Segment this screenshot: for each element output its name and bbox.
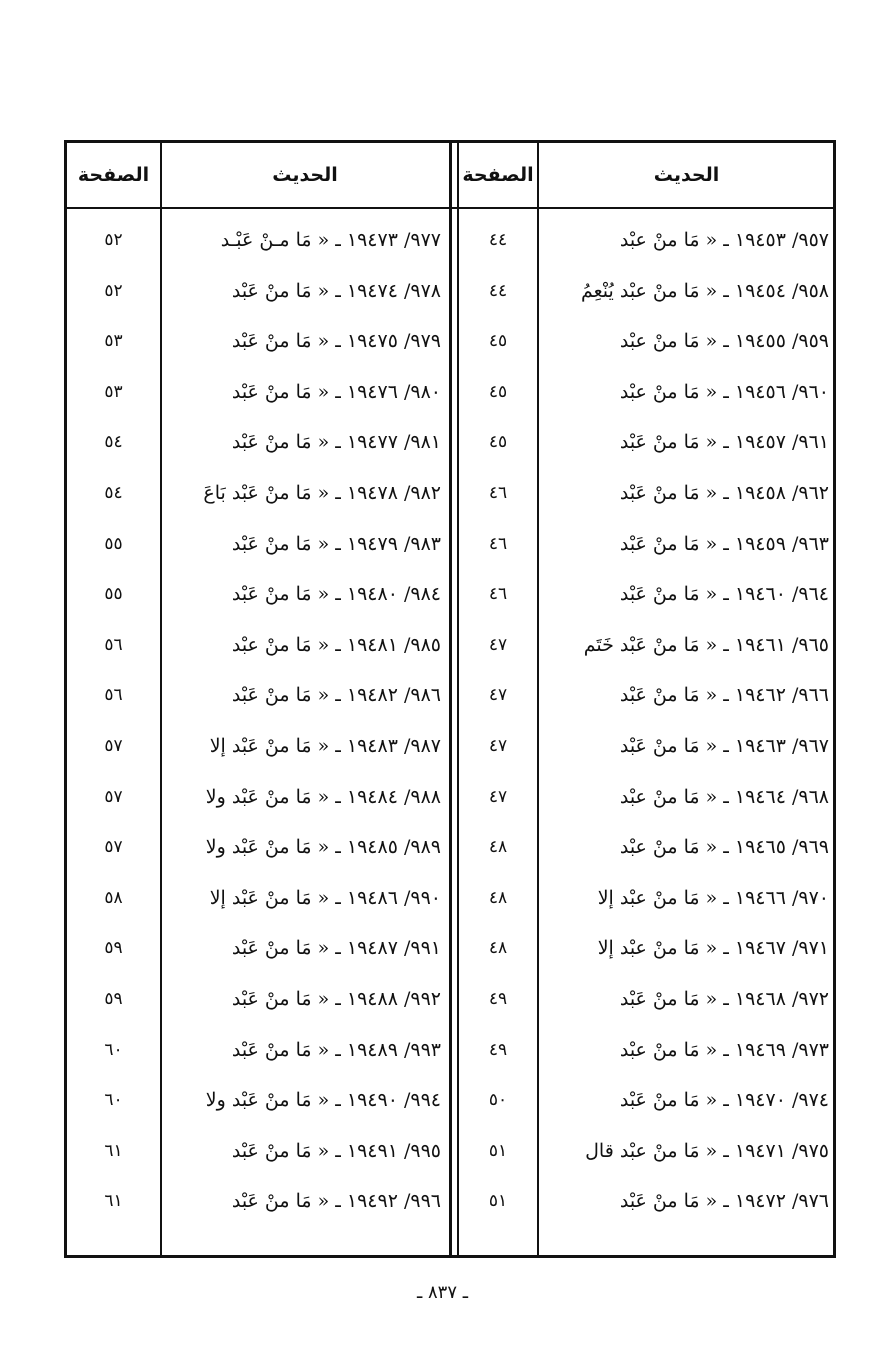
hadith-entry: ٩٦٥/ ١٩٤٦١ ـ « مَا منْ عَبْد خَتَم <box>583 633 829 656</box>
hadith-entry: ٩٨٥/ ١٩٤٨١ ـ « مَا منْ عبْد <box>231 633 441 656</box>
page-ref: ٤٦ <box>488 482 508 503</box>
page-ref: ٥٤ <box>104 482 123 503</box>
page-ref: ٥٥ <box>104 584 123 605</box>
page-ref: ٤٦ <box>488 584 508 605</box>
header-rule <box>67 207 833 209</box>
hadith-entry: ٩٧١/ ١٩٤٦٧ ـ « مَا منْ عبْد إلا <box>597 937 829 960</box>
page-ref: ٦١ <box>104 1191 123 1212</box>
page-ref: ٤٤ <box>488 280 508 301</box>
page-ref: ٥٥ <box>104 533 123 554</box>
right-hadith-header: الحديث <box>653 164 720 186</box>
hadith-entry: ٩٧٢/ ١٩٤٦٨ ـ « مَا منْ عَبْد <box>619 987 829 1010</box>
page-ref: ٦٠ <box>104 1090 123 1111</box>
page-ref: ٥٣ <box>104 381 123 402</box>
hadith-entry: ٩٦٦/ ١٩٤٦٢ ـ « مَا منْ عَبْد <box>619 684 829 707</box>
page-ref: ٥١ <box>488 1140 508 1161</box>
hadith-entry: ٩٧٧/ ١٩٤٧٣ ـ « مَا مـنْ عَبْـد <box>220 229 441 251</box>
hadith-entry: ٩٨٠/ ١٩٤٧٦ ـ « مَا منْ عَبْد <box>231 380 441 403</box>
left-hadith-column <box>163 215 441 1227</box>
hadith-entry: ٩٨١/ ١٩٤٧٧ ـ « مَا منْ عَبْد <box>231 431 441 454</box>
left-page-column <box>67 215 160 1227</box>
hadith-entry: ٩٦٢/ ١٩٤٥٨ ـ « مَا منْ عَبْد <box>619 481 829 504</box>
hadith-entry: ٩٨٨/ ١٩٤٨٤ ـ « مَا منْ عَبْد ولا <box>205 785 441 808</box>
page-ref: ٥٤ <box>104 432 123 453</box>
hadith-entry: ٩٩٥/ ١٩٤٩١ ـ « مَا منْ عَبْد <box>231 1139 441 1162</box>
right-hadith-column <box>539 215 829 1227</box>
hadith-entry: ٩٩٣/ ١٩٤٨٩ ـ « مَا منْ عَبْد <box>231 1038 441 1061</box>
right-page-column <box>459 215 537 1227</box>
hadith-entry: ٩٦٤/ ١٩٤٦٠ ـ « مَا منْ عَبْد <box>619 583 829 606</box>
index-table-frame <box>64 140 836 1258</box>
page-ref: ٤٨ <box>488 887 508 908</box>
hadith-entry: ٩٧٣/ ١٩٤٦٩ ـ « مَا منْ عبْد <box>619 1038 829 1061</box>
page-ref: ٥٧ <box>104 735 123 756</box>
left-hadith-header: الحديث <box>272 164 338 186</box>
page-ref: ٤٥ <box>488 432 508 453</box>
right-page-header: الصفحة <box>462 164 534 186</box>
page-ref: ٥٩ <box>104 988 123 1009</box>
page-ref: ٥٠ <box>488 1090 508 1111</box>
hadith-entry: ٩٧٤/ ١٩٤٧٠ ـ « مَا منْ عَبْد <box>619 1089 829 1112</box>
hadith-entry: ٩٨٣/ ١٩٤٧٩ ـ « مَا منْ عَبْد <box>231 532 441 555</box>
page-ref: ٤٥ <box>488 381 508 402</box>
hadith-entry: ٩٦٠/ ١٩٤٥٦ ـ « مَا منْ عبْد <box>619 380 829 403</box>
hadith-entry: ٩٩٤/ ١٩٤٩٠ ـ « مَا منْ عَبْد ولا <box>205 1089 441 1112</box>
hadith-entry: ٩٦٨/ ١٩٤٦٤ ـ « مَا منْ عبْد <box>619 785 829 808</box>
page-ref: ٥٨ <box>104 887 123 908</box>
page-ref: ٥٢ <box>104 230 123 250</box>
hadith-entry: ٩٥٩/ ١٩٤٥٥ ـ « مَا منْ عبْد <box>619 330 829 353</box>
hadith-entry: ٩٥٨/ ١٩٤٥٤ ـ « مَا منْ عبْد يُنْعِمُ <box>580 279 829 302</box>
hadith-entry: ٩٧٠/ ١٩٤٦٦ ـ « مَا منْ عبْد إلا <box>597 886 829 909</box>
hadith-entry: ٩٩١/ ١٩٤٨٧ ـ « مَا منْ عَبْد <box>231 937 441 960</box>
page-ref: ٥٦ <box>104 634 123 655</box>
page-ref: ٥٩ <box>104 938 123 959</box>
page-ref: ٤٨ <box>488 837 508 858</box>
left-page-header: الصفحة <box>77 164 150 186</box>
page-ref: ٥٢ <box>104 280 123 301</box>
page-ref: ٤٥ <box>488 331 508 352</box>
hadith-entry: ٩٨٧/ ١٩٤٨٣ ـ « مَا منْ عَبْد إلا <box>209 734 441 757</box>
page-ref: ٤٩ <box>488 1039 508 1060</box>
page-ref: ٤٧ <box>488 735 508 756</box>
hadith-entry: ٩٩٦/ ١٩٤٩٢ ـ « مَا منْ عَبْد <box>231 1190 441 1213</box>
page-ref: ٥١ <box>488 1191 508 1212</box>
hadith-entry: ٩٧٨/ ١٩٤٧٤ ـ « مَا منْ عَبْد <box>231 279 441 302</box>
page-ref: ٤٩ <box>488 988 508 1009</box>
hadith-entry: ٩٧٩/ ١٩٤٧٥ ـ « مَا منْ عَبْد <box>231 330 441 353</box>
table-divider <box>449 143 452 1255</box>
hadith-entry: ٩٧٦/ ١٩٤٧٢ ـ « مَا منْ عَبْد <box>619 1190 829 1213</box>
page-ref: ٦٠ <box>104 1039 123 1060</box>
page-ref: ٤٧ <box>488 685 508 706</box>
hadith-entry: ٩٥٧/ ١٩٤٥٣ ـ « مَا منْ عبْد <box>619 229 829 251</box>
hadith-entry: ٩٦٧/ ١٩٤٦٣ ـ « مَا منْ عَبْد <box>619 734 829 757</box>
hadith-entry: ٩٦١/ ١٩٤٥٧ ـ « مَا منْ عَبْد <box>619 431 829 454</box>
page-ref: ٤٤ <box>488 230 508 250</box>
hadith-entry: ٩٨٦/ ١٩٤٨٢ ـ « مَا منْ عَبْد <box>231 684 441 707</box>
hadith-entry: ٩٩٢/ ١٩٤٨٨ ـ « مَا منْ عَبْد <box>231 987 441 1010</box>
page-number: ـ ٨٣٧ ـ <box>416 1282 468 1303</box>
page-ref: ٥٣ <box>104 331 123 352</box>
page-ref: ٥٦ <box>104 685 123 706</box>
hadith-entry: ٩٨٩/ ١٩٤٨٥ ـ « مَا منْ عَبْد ولا <box>205 836 441 859</box>
hadith-entry: ٩٧٥/ ١٩٤٧١ ـ « مَا منْ عبْد قال <box>585 1139 829 1162</box>
page-ref: ٥٧ <box>104 786 123 807</box>
hadith-entry: ٩٨٢/ ١٩٤٧٨ ـ « مَا منْ عَبْد بَاعَ <box>203 481 441 504</box>
page-ref: ٦١ <box>104 1140 123 1161</box>
page-ref: ٤٧ <box>488 786 508 807</box>
column-divider <box>160 143 162 1255</box>
page-ref: ٤٨ <box>488 938 508 959</box>
hadith-entry: ٩٦٩/ ١٩٤٦٥ ـ « مَا منْ عبْد <box>619 836 829 859</box>
page-ref: ٤٧ <box>488 634 508 655</box>
hadith-entry: ٩٦٣/ ١٩٤٥٩ ـ « مَا منْ عَبْد <box>619 532 829 555</box>
page-ref: ٥٧ <box>104 837 123 858</box>
page-ref: ٤٦ <box>488 533 508 554</box>
hadith-entry: ٩٨٤/ ١٩٤٨٠ ـ « مَا منْ عَبْد <box>231 583 441 606</box>
hadith-entry: ٩٩٠/ ١٩٤٨٦ ـ « مَا منْ عَبْد إلا <box>209 886 441 909</box>
